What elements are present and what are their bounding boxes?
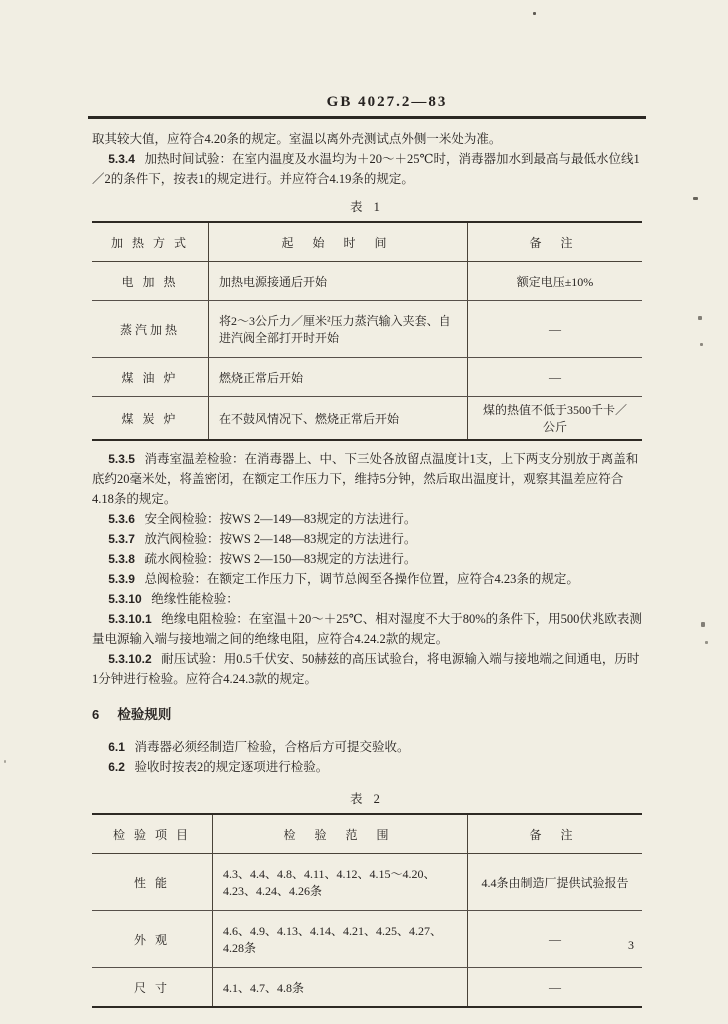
clause-text: 耐压试验：用0.5千伏安、50赫兹的高压试验台，将电源输入端与接地端之间通电，历时1分钟进行检验。应符合4.24.3款的规定。 [92,652,640,686]
cell-remarks: 额定电压±10% [468,262,643,301]
table-row [92,301,642,358]
clause-text: 消毒室温差检验：在消毒器上、中、下三处各放留点温度计1支，上下两支分别放于离盖和底约20毫米处，将盖密闭，在额定工作压力下，维持5分钟，然后取出温度计，观察其温差应符合4.18条的规定。 [92,452,639,506]
header-rule [88,116,646,119]
clause-5-3-5 [92,449,642,509]
table2-col-inspection-scope: 检 验 范 围 [213,814,468,854]
cell-inspection-item: 尺 寸 [92,968,213,1008]
cell-remarks: — [468,301,643,358]
table-row [92,968,642,1008]
section-title: 检验规则 [117,707,172,722]
table2-col-remarks: 备 注 [468,814,643,854]
clause-text: 绝缘性能检验： [151,592,239,606]
scan-speck [705,641,708,644]
table1-col-remarks: 备 注 [468,222,643,262]
cell-inspection-item: 性 能 [92,854,213,911]
cell-heating-method: 蒸汽加热 [92,301,209,358]
clause-text: 消毒器必须经制造厂检验，合格后方可提交验收。 [134,740,410,754]
clause-text: 放汽阀检验：按WS 2—148—83规定的方法进行。 [144,532,417,546]
clause-number: 5.3.7 [108,532,135,546]
clause-5-3-8 [92,549,642,569]
cell-inspection-scope: 4.6、4.9、4.13、4.14、4.21、4.25、4.27、4.28条 [213,911,468,968]
table-row [92,397,642,441]
cell-remarks: — [549,979,561,994]
cell-start-time: 加热电源接通后开始 [209,262,468,301]
section-6-heading [92,705,642,725]
cell-start-time: 将2～3公斤力／厘米²压力蒸汽输入夹套、自进汽阀全部打开时开始 [209,301,468,358]
cell-remarks: — [468,358,643,397]
table1-caption: 表 1 [350,200,384,214]
clause-6-1 [92,737,642,757]
clause-6-2 [92,757,642,777]
scan-speck [701,622,705,627]
clause-text: 验收时按表2的规定逐项进行检验。 [134,760,329,774]
cell-start-time: 在不鼓风情况下、燃烧正常后开始 [209,397,468,441]
clause-number: 5.3.8 [108,552,135,566]
cell-heating-method: 煤 炭 炉 [92,397,209,441]
cell-remarks: — [468,911,643,968]
clause-5-3-7 [92,529,642,549]
clause-5-3-6 [92,509,642,529]
table2-col-inspection-item: 检 验 项 目 [92,814,213,854]
clause-text: 加热时间试验：在室内温度及水温均为＋20～＋25℃时，消毒器加水到最高与最低水位线1／2的条件下，按表1的规定进行。并应符合4.19条的规定。 [92,152,640,186]
carryover-paragraph: 取其较大值，应符合4.20条的规定。室温以离外壳测试点外侧一米处为准。 [92,132,502,146]
clause-text: 疏水阀检验：按WS 2—150—83规定的方法进行。 [144,552,417,566]
standard-code-header: GB 4027.2—83 [326,94,448,110]
scan-speck [698,316,702,320]
section-number: 6 [92,707,100,722]
clause-list [92,449,642,689]
table2 [92,813,642,1008]
clause-5-3-10-1 [92,609,642,649]
cell-heating-method: 煤 油 炉 [92,358,209,397]
clause-number: 5.3.4 [108,152,135,166]
cell-heating-method: 电 加 热 [92,262,209,301]
clause-text: 总阀检验：在额定工作压力下，调节总阀至各操作位置，应符合4.23条的规定。 [144,572,579,586]
scan-speck [4,760,6,763]
table1-header-row [92,222,642,262]
cell-remarks: 4.4条由制造厂提供试验报告 [468,854,643,911]
table2-header-row [92,814,642,854]
clause-5-3-10-2 [92,649,642,689]
table1-col-start-time: 起 始 时 间 [209,222,468,262]
table2-caption: 表 2 [350,792,384,806]
table-row [92,262,642,301]
clause-number: 5.3.6 [108,512,135,526]
clause-5-3-4 [92,149,642,189]
cell-start-time: 燃烧正常后开始 [209,358,468,397]
cell-inspection-scope: 4.3、4.4、4.8、4.11、4.12、4.15～4.20、4.23、4.24、4.26条 [213,854,468,911]
scan-speck [533,12,536,15]
page-number: 3 [628,938,634,952]
clause-number: 6.2 [108,760,125,774]
page-content [92,94,642,1014]
clause-number: 5.3.9 [108,572,135,586]
clause-number: 5.3.10 [108,592,142,606]
table1-col-heating-method: 加 热 方 式 [92,222,209,262]
clause-text: 绝缘电阻检验：在室温＋20～＋25℃、相对湿度不大于80%的条件下，用500伏兆欧表测量电源输入端与接地端之间的绝缘电阻，应符合4.24.2款的规定。 [92,612,642,646]
table-row [92,854,642,911]
cell-inspection-item: 外 观 [92,911,213,968]
table-row [92,358,642,397]
clause-number: 5.3.5 [108,452,135,466]
clause-text: 安全阀检验：按WS 2—149—83规定的方法进行。 [144,512,417,526]
cell-inspection-scope: 4.1、4.7、4.8条 [213,968,468,1008]
cell-remarks: 煤的热值不低于3500千卡／公斤 [482,403,627,434]
clause-number: 6.1 [108,740,125,754]
clause-number: 5.3.10.1 [108,612,152,626]
scan-speck [693,197,698,200]
clause-number: 5.3.10.2 [108,652,152,666]
clause-5-3-9 [92,569,642,589]
table1 [92,221,642,441]
scan-speck [700,343,703,346]
clause-5-3-10 [92,589,642,609]
table-row [92,911,642,968]
